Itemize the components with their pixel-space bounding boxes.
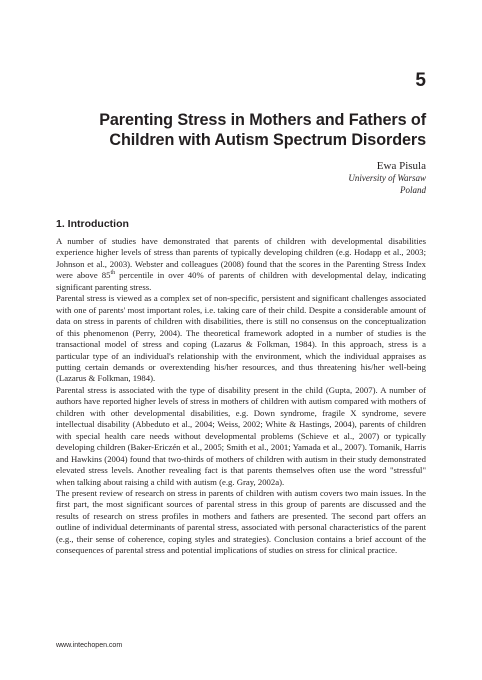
chapter-title-line: Children with Autism Spectrum Disorders (109, 131, 426, 149)
author-country: Poland (400, 184, 426, 195)
author-name: Ewa Pisula (376, 160, 426, 172)
author-affiliation: University of Warsaw (348, 173, 426, 183)
chapter-number: 5 (415, 70, 426, 91)
author-block (348, 160, 426, 196)
footer-url[interactable]: www.intechopen.com (56, 642, 123, 649)
paragraph: Parental stress is associated with the type of disability present in the child (Gupta, 2007). A number of authors have reported higher levels of stress in mothers of children with autism compared with mothers of children with other developmental disabilities, e.g. Down syndrome, fragile X syndrome, severe intellectual disability (Abbeduto et al., 2004; Weiss, 2002; White & Hastings, 2004), parents of children with special health care needs without developmental problems (Schieve et al., 2007) or typically developing children (Baker-Ericzén et al., 2005; Smith et al., 2001; Yamada et al., 2007). Tomanik, Harris and Hawkins (2004) found that two-thirds of mothers of children with autism in their study demonstrated elevated stress levels. Another revealing fact is that parents themselves often use the word "stressful" when talking about raising a child with autism (e.g. Gray, 2002a). (56, 384, 426, 487)
paragraph: A number of studies have demonstrated that parents of children with developmental disabilities experience higher levels of stress than parents of typically developing children (e.g. Hodapp et al., 2003; Johnson et al., 2003). Webster and colleagues (2008) found that the scores in the Parenting Stress Index were above 85th percentile in over 40% of parents of children with developmental delay, indicating significant parenting stress. (56, 236, 426, 292)
paragraph: Parental stress is viewed as a complex set of non-specific, persistent and significant challenges associated with one of parents' most important roles, i.e. taking care of their child. Despite a considerable amount of data on stress in parents of children with disabilities, there is still no consensus on the conceptualization of this phenomenon (Perry, 2004). The theoretical framework adopted in a number of studies is the transactional model of stress and coping (Lazarus & Folkman, 1984). In this approach, stress is a particular type of an individual's relationship with the environment, which the individual appraises as putting certain demands or overextending his/her resources, and thus threatening his/her well-being (Lazarus & Folkman, 1984). (56, 293, 426, 384)
body-text (56, 236, 426, 557)
chapter-title-line: Parenting Stress in Mothers and Fathers of (99, 111, 426, 129)
section-heading: 1. Introduction (56, 218, 129, 230)
chapter-title (56, 110, 426, 150)
paragraph: The present review of research on stress in parents of children with autism covers two main issues. In the first part, the most significant sources of parental stress in this group of parents are discussed and the results of research on stress profiles in mothers and fathers are presented. The second part offers an outline of individual determinants of parental stress, associated with personal characteristics of the parent (e.g., their sense of coherence, coping styles and strategies). Conclusion contains a brief account of the consequences of parental stress and potential implications of studies on stress for clinical practice. (56, 487, 426, 556)
